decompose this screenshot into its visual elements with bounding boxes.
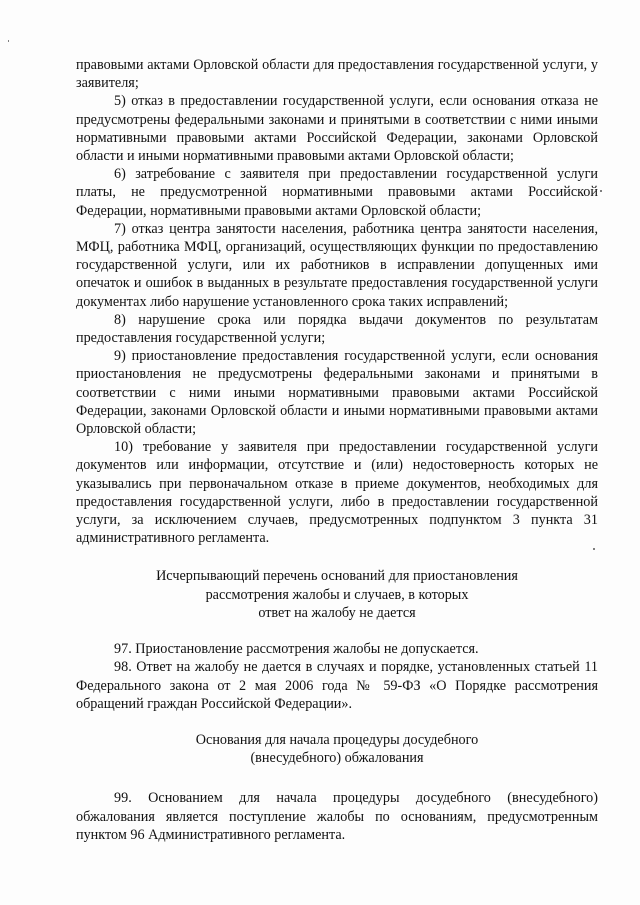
paragraph-98: 98. Ответ на жалобу не дается в случаях и порядке, установленных статьей 11 Федерального закона от 2 мая 2006 года № 59-ФЗ «О Порядке рассмотрения обращений граждан Российской Федерации».	[76, 659, 598, 712]
paragraph-continuation: правовыми актами Орловской области для предоставления государственной услуги, у заявителя;	[76, 57, 598, 92]
paragraph-item-6: 6) затребование с заявителя при предоставлении государственной услуги платы, не предусмотренной нормативными правовыми актами Российской Федерации, нормативными правовыми актами Орловской области;	[76, 166, 598, 219]
paragraph-99: 99. Основанием для начала процедуры досудебного (внесудебного) обжалования является поступление жалобы по основаниям, предусмотренным пунктом 96 Административного регламента.	[76, 790, 598, 843]
document-body	[76, 56, 598, 844]
paragraph-item-5: 5) отказ в предоставлении государственной услуги, если основания отказа не предусмотрены федеральными законами и принятыми в соответствии с ними иными нормативными правовыми актами Российской Федерации, законами Орловской области и иными нормативными правовыми актами Орловской области;	[76, 93, 598, 165]
heading-line: Исчерпывающий перечень оснований для приостановления	[156, 568, 518, 585]
heading-line: (внесудебного) обжалования	[250, 750, 424, 767]
paragraph-item-7: 7) отказ центра занятости населения, работника центра занятости населения, МФЦ, работника МФЦ, организаций, осуществляющих функции по предоставлению государственной услуги, или их работников в исправлении допущенных ими опечаток и ошибок в выданных в результате предоставления государственной услуги документах либо нарушение установленного срока таких исправлений;	[76, 220, 598, 310]
heading-line: Основания для начала процедуры досудебного	[195, 731, 479, 748]
scan-speck	[600, 190, 602, 192]
scan-speck	[8, 40, 9, 42]
paragraph-item-9: 9) приостановление предоставления государственной услуги, если основания приостановления не предусмотрены федеральными законами и принятыми в соответствии с ними иными нормативными правовыми актами Российской Федерации, законами Орловской области и иными нормативными правовыми актами Орловской области;	[76, 348, 598, 438]
scan-speck	[593, 548, 595, 550]
section-heading-suspension	[76, 567, 598, 622]
paragraph-item-10: 10) требование у заявителя при предоставлении государственной услуги документов или информации, отсутствие и (или) недостоверность которых не указывались при первоначальном отказе в приеме документов, необходимых для предоставления государственной услуги, либо в предоставлении государственной услуги, за исключением случаев, предусмотренных подпунктом 3 пункта 31 административного регламента.	[76, 439, 598, 547]
heading-line: рассмотрения жалобы и случаев, в которых	[205, 586, 469, 603]
section-heading-appeal-grounds	[76, 731, 598, 767]
paragraph-item-8: 8) нарушение срока или порядка выдачи документов по результатам предоставления государственной услуги;	[76, 311, 598, 347]
paragraph-97: 97. Приостановление рассмотрения жалобы не допускается.	[114, 641, 479, 658]
heading-line: ответ на жалобу не дается	[258, 604, 416, 621]
